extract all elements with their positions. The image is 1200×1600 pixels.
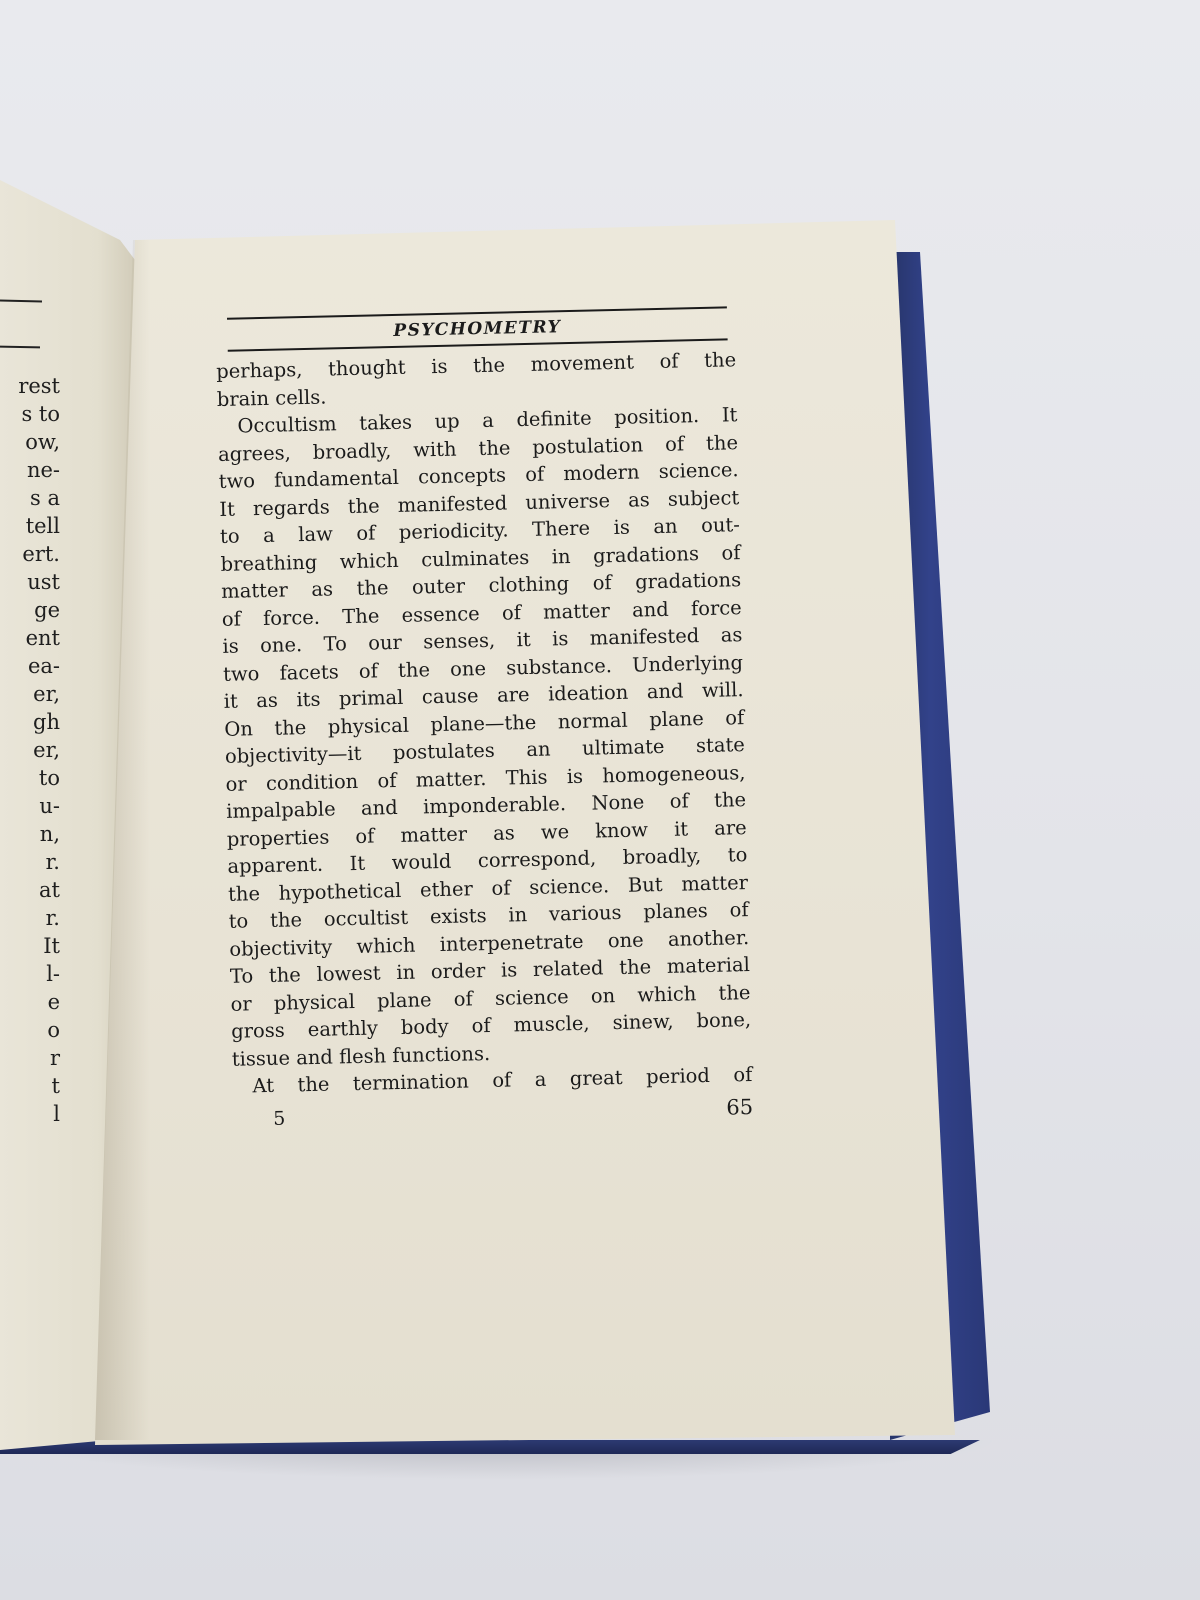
- running-head: PSYCHOMETRY: [393, 317, 562, 341]
- text-line: is one. To our senses, it is manifested as: [222, 623, 743, 658]
- left-page-fragment: s to: [21, 402, 60, 426]
- text-line: gross earthly body of muscle, sinew, bone,: [230, 1008, 752, 1043]
- text-line: to the occultist exists in various planes of: [228, 898, 749, 933]
- text-line: agrees, broadly, with the postulation of the: [217, 430, 739, 466]
- left-page-fragment: r.: [45, 850, 60, 874]
- left-page-fragment: rest: [18, 374, 60, 398]
- text-line: To the lowest in order is related the material: [229, 953, 751, 988]
- left-page-fragment: to: [38, 766, 60, 790]
- left-page-fragment: ea-: [27, 654, 60, 678]
- left-page-fragment: ge: [34, 598, 60, 622]
- left-page-fragment: s a: [30, 486, 60, 510]
- left-page-fragment: e: [47, 990, 60, 1014]
- text-line: objectivity—it postulates an ultimate state: [224, 733, 746, 768]
- signature-mark: 5: [272, 1107, 286, 1130]
- left-page-fragment: t: [51, 1074, 60, 1098]
- left-page-fragment: gh: [33, 710, 60, 734]
- page-text-block: [215, 306, 763, 1138]
- left-page-fragment: ow,: [25, 430, 60, 454]
- text-line: it as its primal cause are ideation and will.: [223, 678, 744, 713]
- text-line: On the physical plane—the normal plane of: [224, 705, 745, 741]
- left-page-fragment: u-: [39, 794, 60, 818]
- left-page-fragment: tell: [25, 514, 60, 538]
- text-line: the hypothetical ether of science. But matter: [227, 870, 749, 906]
- left-page-fragment: l-: [46, 962, 60, 986]
- page-body-text: [216, 346, 753, 1100]
- text-line: impalpable and imponderable. None of the: [225, 788, 747, 823]
- left-page-fragment: ert.: [22, 542, 60, 566]
- left-page-fragment: ne-: [26, 458, 60, 482]
- text-line: matter as the outer clothing of gradations: [220, 568, 742, 603]
- left-page-fragment: er,: [33, 738, 60, 762]
- text-line: brain cells.: [216, 384, 327, 411]
- text-line: objectivity which interpenetrate one another.: [229, 925, 750, 961]
- text-line: two fundamental concepts of modern science.: [218, 458, 739, 493]
- left-page-fragment: l: [53, 1102, 60, 1126]
- text-line: At the termination of a great period of: [252, 1063, 753, 1098]
- left-page-fragment: er,: [33, 682, 60, 706]
- text-line: or condition of matter. This is homogeneous,: [225, 760, 746, 796]
- text-line: It regards the manifested universe as subject: [219, 485, 740, 521]
- left-page-fragment: r.: [45, 906, 60, 930]
- left-page-fragment: r: [49, 1046, 60, 1070]
- text-line: perhaps, thought is the movement of the: [215, 348, 737, 383]
- text-line: or physical plane of science on which the: [230, 980, 751, 1016]
- left-page-text-fragments: [0, 372, 60, 1128]
- text-line: breathing which culminates in gradations of: [220, 540, 741, 576]
- text-line: apparent. It would correspond, broadly, to: [227, 843, 748, 878]
- text-line: to a law of periodicity. There is an out-: [219, 513, 741, 548]
- text-line: Occultism takes up a definite position. It: [237, 403, 738, 438]
- left-page-fragment: o: [47, 1018, 60, 1042]
- left-page-fragment: It: [43, 934, 60, 958]
- left-page-fragment: at: [39, 878, 60, 902]
- page-number: 65: [726, 1094, 754, 1120]
- text-line: of force. The essence of matter and force: [221, 595, 742, 631]
- text-line: tissue and flesh functions.: [231, 1041, 491, 1071]
- left-page-fragment: ent: [25, 626, 60, 650]
- left-page-fragment: n,: [39, 822, 60, 846]
- text-line: two facets of the one substance. Underlying: [222, 650, 744, 686]
- left-page-fragment: ust: [27, 570, 60, 594]
- text-line: properties of matter as we know it are: [226, 815, 747, 851]
